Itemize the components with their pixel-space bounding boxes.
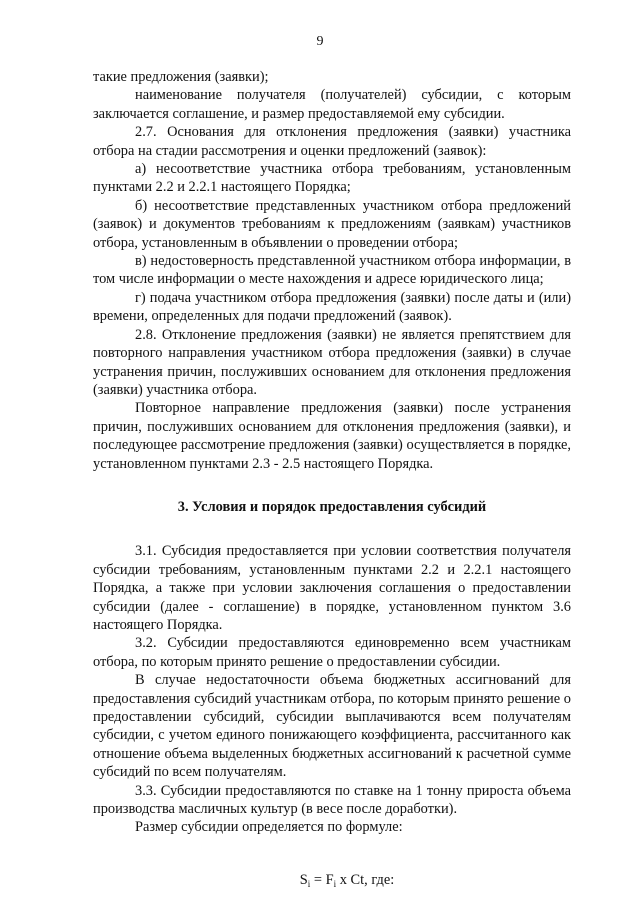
paragraph: г) подача участником отбора предложения (заявки) после даты и (или) времени, определенных для подачи предложений (заявок). — [93, 289, 571, 325]
formula-rhs: x Ct, где: — [336, 871, 395, 888]
paragraph: В случае недостаточности объема бюджетных ассигнований для предоставления субсидий участникам отбора, по которым принято решение о предоставлении субсидий, субсидии выплачиваются всем получателям субсидии, с учетом единого понижающего коэффициента, рассчитанного как отношение объема выделенных бюджетных ассигнований к расчетной сумме субсидий по всем получателям. — [93, 672, 571, 781]
paragraph: такие предложения (заявки); — [93, 69, 269, 85]
document-body — [93, 68, 571, 890]
page-number: 9 — [316, 34, 324, 49]
paragraph: 3.3. Субсидии предоставляются по ставке на 1 тонну прироста объема производства масличных культур (в весе после доработки). — [93, 782, 571, 818]
paragraph: в) недостоверность представленной участником отбора информации, в том числе информации о месте нахождения и адресе юридического лица; — [93, 253, 571, 288]
paragraph: Размер субсидии определяется по формуле: — [135, 819, 403, 836]
paragraph: 3.2. Субсидии предоставляются единовременно всем участникам отбора, по которым принято решение о предоставлении субсидии. — [93, 635, 571, 670]
formula — [93, 871, 571, 890]
formula-lhs-subscript: i — [307, 878, 311, 889]
paragraph: 2.8. Отклонение предложения (заявки) не является препятствием для повторного направления участником отбора предложения (заявки) в случае устранения причин, послуживших основанием для отклонения предложения (заявки) участника отбора. — [93, 326, 571, 398]
paragraph: а) несоответствие участника отбора требованиям, установленным пунктами 2.2 и 2.2.1 настоящего Порядка; — [93, 161, 571, 196]
section-heading: 3. Условия и порядок предоставления субсидий — [177, 498, 487, 515]
paragraph: Повторное направление предложения (заявки) после устранения причин, послуживших основанием для отклонения предложения (заявки), и последующее рассмотрение предложения (заявки) осуществляется в порядке, установленном пунктами 2.3 - 2.5 настоящего Порядка. — [93, 400, 571, 472]
paragraph: наименование получателя (получателей) субсидии, с которым заключается соглашение, и размер предоставляемой ему субсидии. — [93, 87, 571, 122]
formula-f-subscript: i — [333, 878, 337, 889]
formula-lhs: S — [299, 871, 308, 888]
paragraph: б) несоответствие представленных участником отбора предложений (заявок) и документов требованиям к предложениям (заявкам) участников отбора, установленным в объявлении о проведении отбора; — [93, 197, 571, 251]
paragraph: 3.1. Субсидия предоставляется при условии соответствия получателя субсидии требованиям, установленным пунктами 2.2 и 2.2.1 настоящего Порядка, а также при условии заключения соглашения о предоставлении субсидии (далее - соглашение) в порядке, установленном пунктом 3.6 настоящего Порядка. — [93, 543, 571, 633]
paragraph: 2.7. Основания для отклонения предложения (заявки) участника отбора на стадии рассмотрения и оценки предложений (заявок): — [93, 124, 571, 159]
formula-eq: = F — [310, 871, 334, 888]
